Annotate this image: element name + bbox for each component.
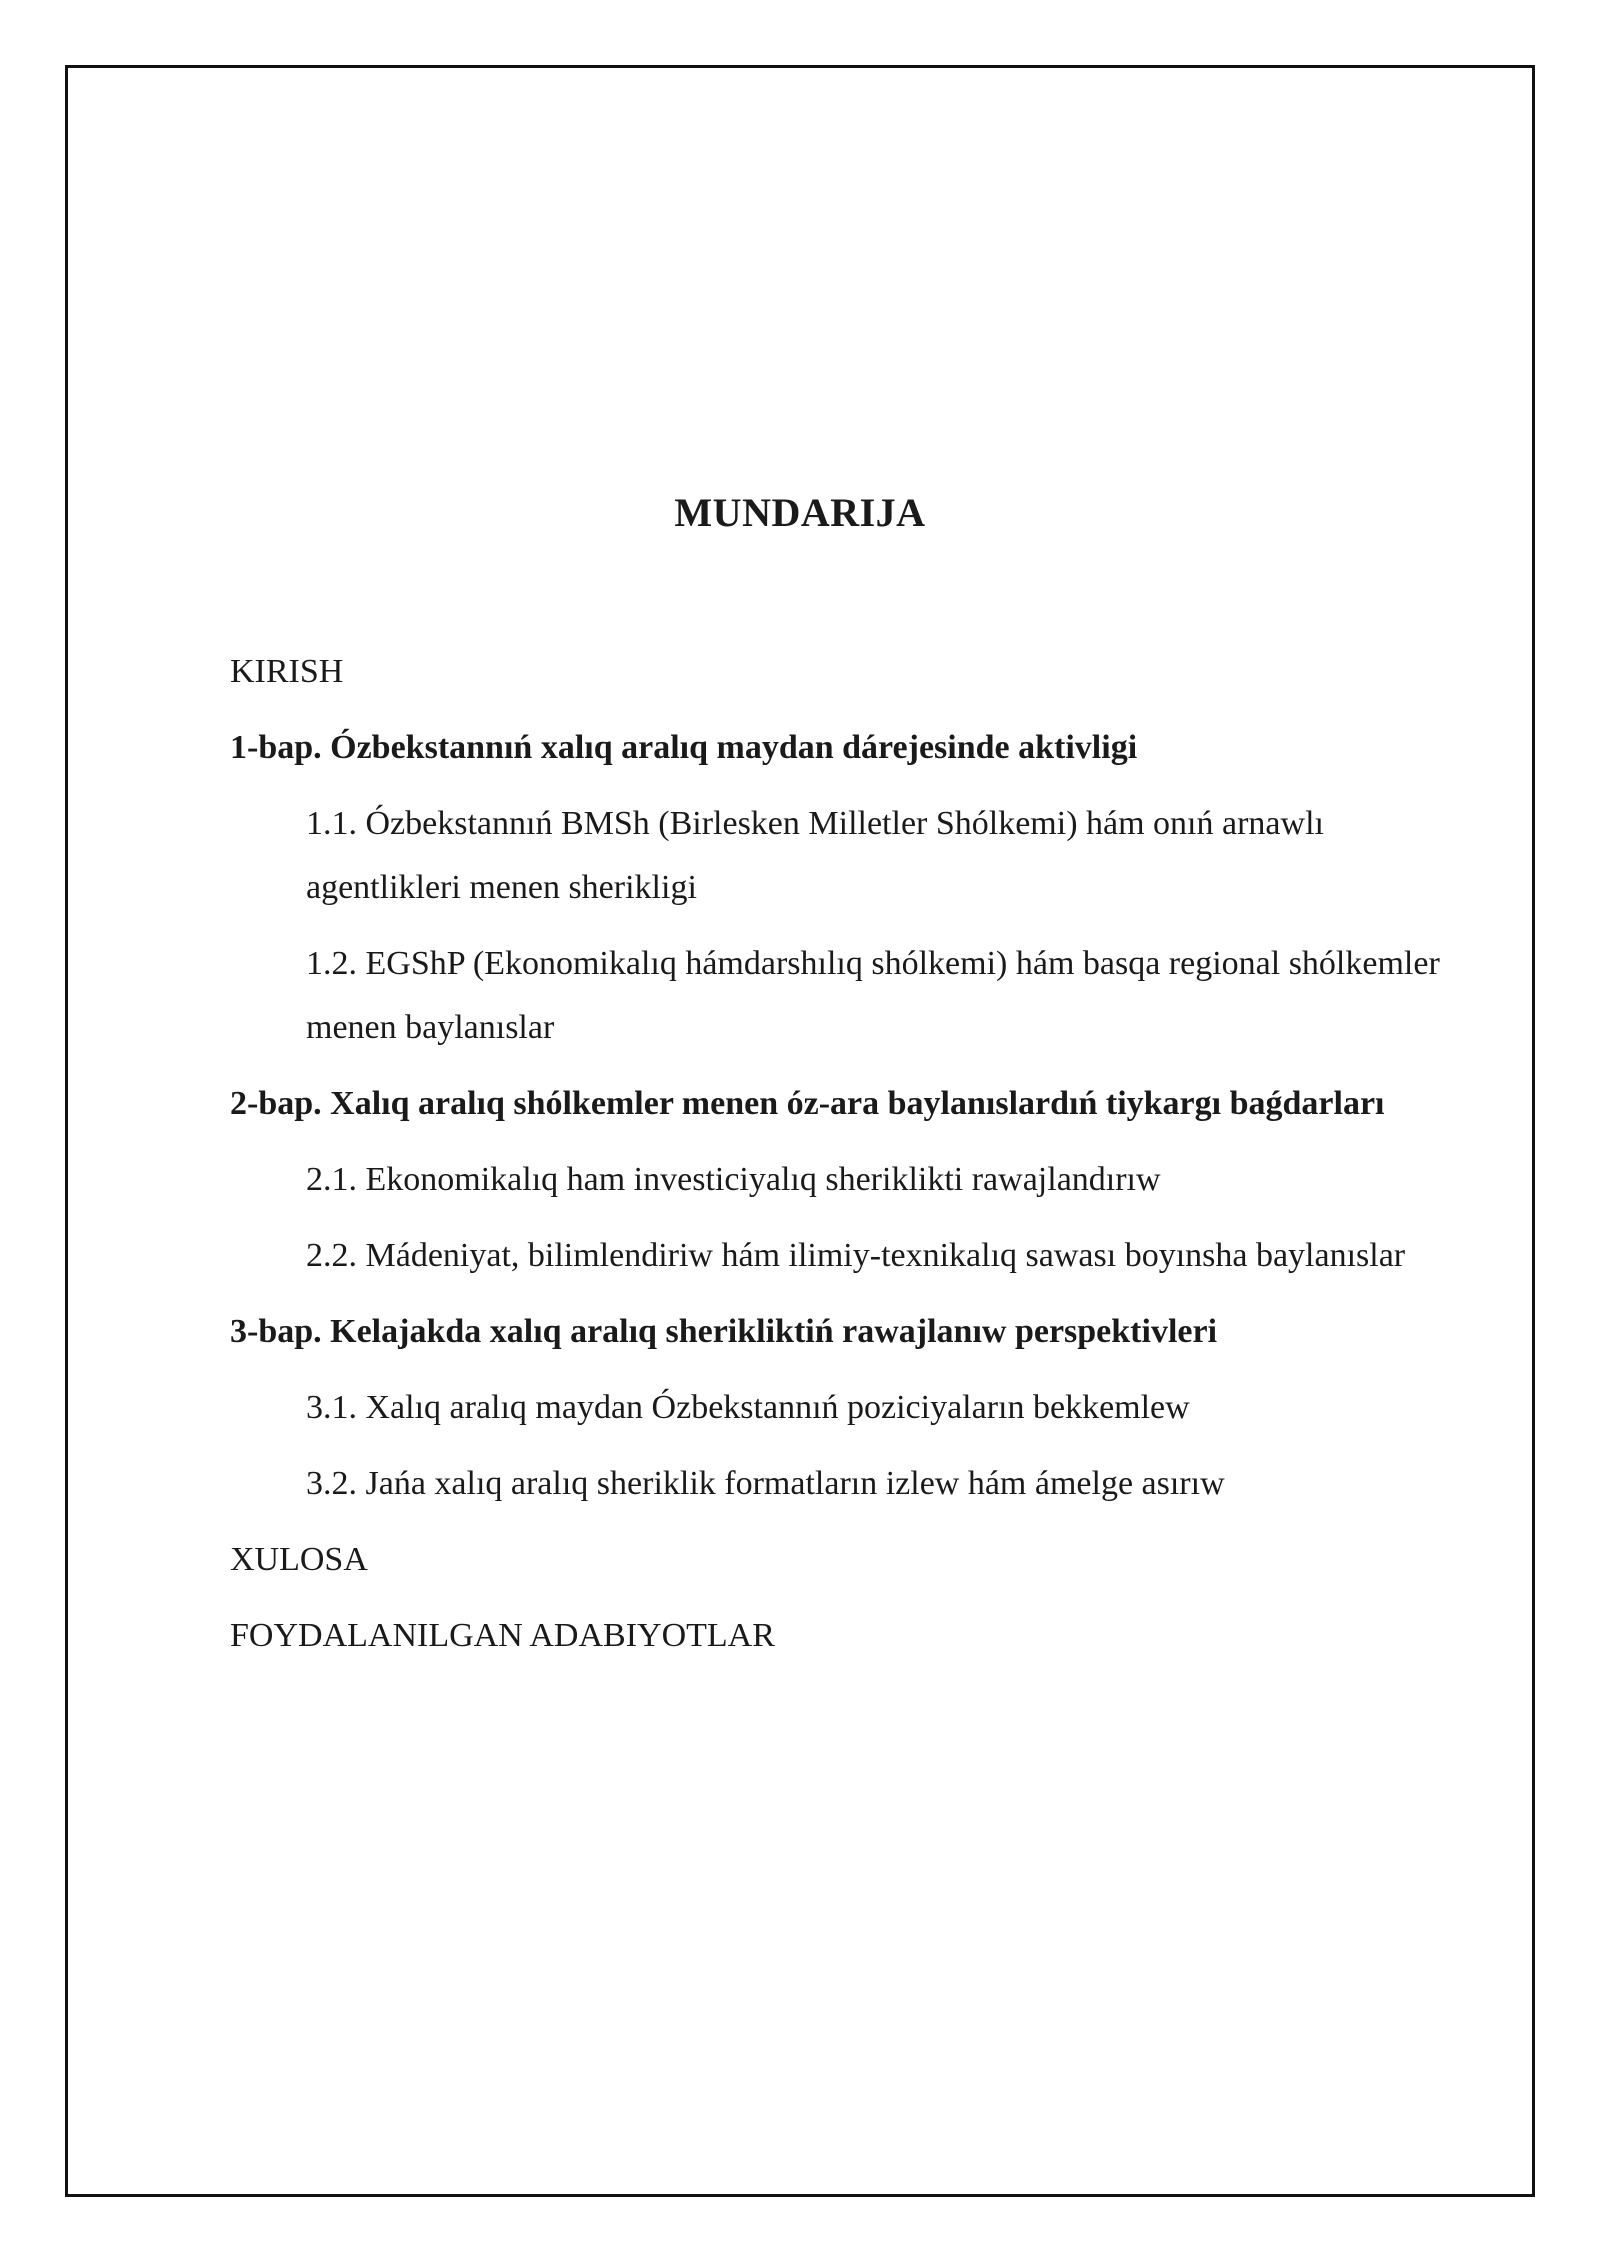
toc-section-1-1: 1.1. Ózbekstannıń BMSh (Birlesken Milletler Shólkemi) hám onıń arnawlı agentlikleri menen sherikligi [306,805,1324,906]
document-title: MUNDARIJA [674,489,926,535]
toc-section-2-1: 2.1. Ekonomikalıq ham investiciyalıq sheriklikti rawajlandırıw [306,1161,1161,1198]
toc-section-2-2: 2.2. Mádeniyat, bilimlendiriw hám ilimiy-texnikalıq sawası boyınsha baylanıslar [306,1237,1406,1274]
toc-entry-references: FOYDALANILGAN ADABIYOTLAR [230,1617,775,1654]
toc-entry-kirish: KIRISH [230,653,344,690]
toc-section-3-2: 3.2. Jańa xalıq aralıq sheriklik formatların izlew hám ámelge asırıw [306,1465,1225,1502]
toc-entry-xulosa: XULOSA [230,1541,368,1578]
toc-section-1-2: 1.2. EGShP (Ekonomikalıq hámdarshılıq shólkemi) hám basqa regional shólkemler menen baylanıslar [306,945,1440,1046]
toc-chapter-1: 1-bap. Ózbekstannıń xalıq aralıq maydan dárejesinde aktivligi [230,729,1138,766]
toc-chapter-2: 2-bap. Xalıq aralıq shólkemler menen óz-ara baylanıslardıń tiykargı baǵdarları [230,1085,1385,1122]
table-of-contents [230,640,1460,1680]
toc-chapter-3: 3-bap. Kelajakda xalıq aralıq sherikliktiń rawajlanıw perspektivleri [230,1313,1218,1350]
toc-section-3-1: 3.1. Xalıq aralıq maydan Ózbekstannıń poziciyaların bekkemlew [306,1389,1190,1426]
